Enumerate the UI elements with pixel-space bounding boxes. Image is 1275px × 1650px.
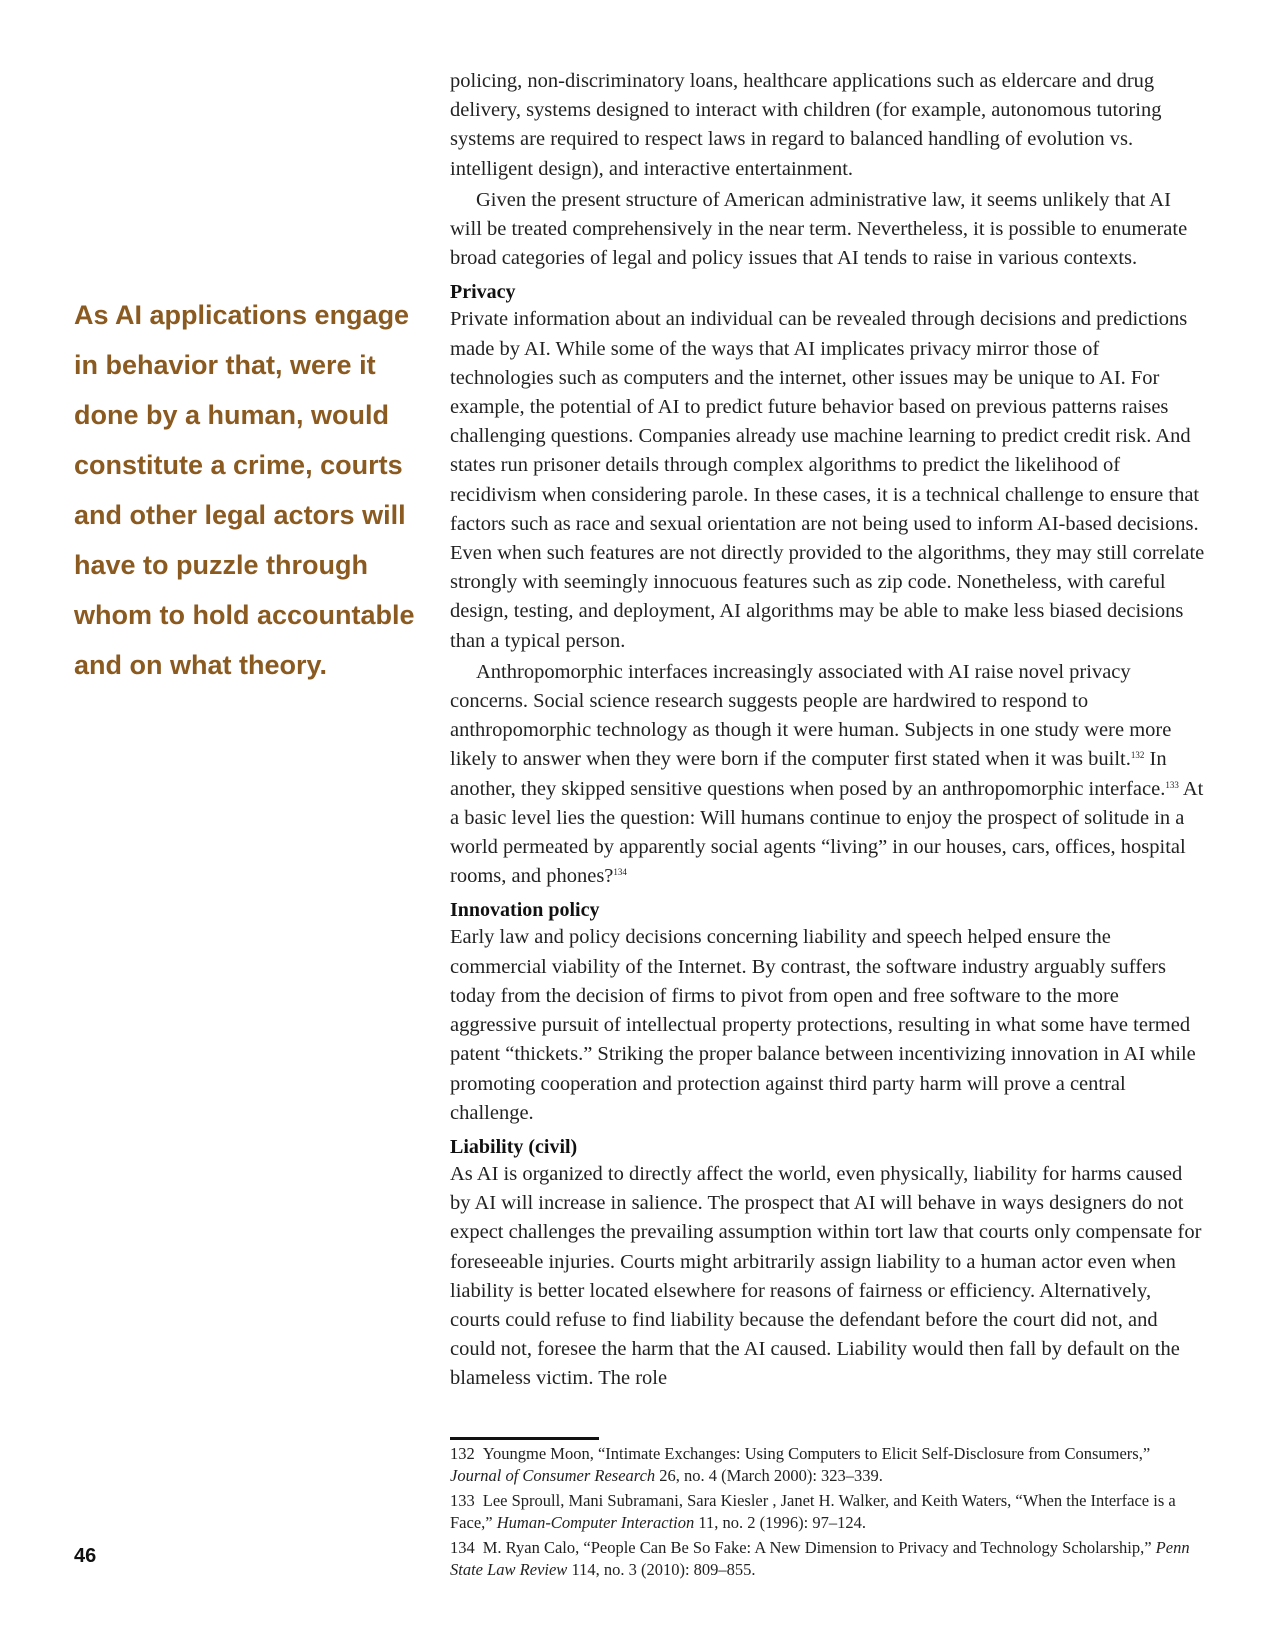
footnote-number: 133 bbox=[450, 1491, 475, 1510]
pull-quote: As AI applications engage in behavior that, were it done by a human, would constitute a crime, courts and other legal actors will have to puzzle through whom to hold accountable and on what theory. bbox=[74, 300, 415, 680]
footnote-ref-133[interactable]: 133 bbox=[1165, 779, 1179, 790]
footnote-journal: Human-Computer Interaction bbox=[496, 1513, 695, 1532]
footnote-citation: 26, no. 4 (March 2000): 323–339. bbox=[655, 1466, 883, 1485]
privacy-paragraph-1: Private information about an individual can be revealed through decisions and predictions made by AI. While some of the ways that AI implicates privacy mirror those of technologies such as computers and the internet, other issues may be unique to AI. For example, the potential of AI to predict future behavior based on previous patterns raises challenging questions. Companies already use machine learning to predict credit risk. And states run prisoner details through complex algorithms to predict the likelihood of recidivism when considering parole. In these cases, it is a technical challenge to ensure that factors such as race and sexual orientation are not being used to inform AI-based decisions. Even when such features are not directly provided to the algorithms, they may still correlate strongly with seemingly innocuous features such as zip code. Nonetheless, with careful design, testing, and deployment, AI algorithms may be able to make less biased decisions than a typical person. bbox=[450, 308, 1205, 652]
footnote-journal: Penn State Law Review bbox=[450, 1538, 1190, 1579]
privacy-paragraph-2-part-b: In another, they skipped sensitive questions when posed by an anthropomorphic interface. bbox=[450, 748, 1167, 800]
footnotes bbox=[450, 1443, 1195, 1584]
main-text-column bbox=[450, 67, 1205, 1394]
footnote-ref-134[interactable]: 134 bbox=[613, 867, 627, 878]
footnote-ref-132[interactable]: 132 bbox=[1130, 750, 1145, 761]
footnote-text: Lee Sproull, Mani Subramani, Sara Kiesler , Janet H. Walker, and Keith Waters, “When the Interface is a Face,” bbox=[450, 1491, 1176, 1532]
footnote-text: Youngme Moon, “Intimate Exchanges: Using Computers to Elicit Self-Disclosure from Consumers,” bbox=[482, 1444, 1151, 1463]
intro-paragraph-2: Given the present structure of American administrative law, it seems unlikely that AI will be treated comprehensively in the near term. Nevertheless, it is possible to enumerate broad categories of legal and policy issues that AI tends to raise in various contexts. bbox=[450, 188, 1188, 270]
privacy-heading: Privacy bbox=[450, 281, 516, 304]
footnote-132 bbox=[450, 1443, 1195, 1487]
footnote-number: 132 bbox=[450, 1444, 475, 1463]
liability-heading: Liability (civil) bbox=[450, 1135, 578, 1158]
footnote-journal: Journal of Consumer Research bbox=[450, 1466, 656, 1485]
footnote-133 bbox=[450, 1490, 1195, 1534]
intro-paragraph-1: policing, non-discriminatory loans, healthcare applications such as eldercare and drug delivery, systems designed to interact with children (for example, autonomous tutoring systems are required to respect laws in regard to balanced handling of evolution vs. intelligent design), and interactive entertainment. bbox=[450, 70, 1162, 180]
footnote-text: M. Ryan Calo, “People Can Be So Fake: A New Dimension to Privacy and Technology Scholarship,” bbox=[482, 1538, 1156, 1557]
footnote-divider bbox=[450, 1437, 599, 1440]
privacy-paragraph-2-part-a: Anthropomorphic interfaces increasingly associated with AI raise novel privacy concerns. Social science research suggests people are hardwired to respond to anthropomorphic technology as though it were human. Subjects in one study were more likely to answer when they were born if the computer first stated when it was built. bbox=[450, 660, 1172, 771]
innovation-paragraph: Early law and policy decisions concerning liability and speech helped ensure the commercial viability of the Internet. By contrast, the software industry arguably suffers today from the decision of firms to pivot from open and free software to the more aggressive pursuit of intellectual property protections, resulting in what some have termed patent “thickets.” Striking the proper balance between incentivizing innovation in AI while promoting cooperation and protection against third party harm will prove a central challenge. bbox=[450, 926, 1196, 1124]
page-number: 46 bbox=[74, 1545, 97, 1567]
privacy-paragraph-2-part-c: At a basic level lies the question: Will humans continue to enjoy the prospect of solitude in a world permeated by apparently social agents “living” in our houses, cars, offices, hospital rooms, and phones? bbox=[450, 777, 1204, 888]
footnote-134 bbox=[450, 1537, 1195, 1581]
innovation-heading: Innovation policy bbox=[450, 899, 600, 922]
footnote-citation: 114, no. 3 (2010): 809–855. bbox=[567, 1560, 756, 1579]
liability-paragraph: As AI is organized to directly affect the world, even physically, liability for harms caused by AI will increase in salience. The prospect that AI will behave in ways designers do not expect challenges the prevailing assumption within tort law that courts only compensate for foreseeable injuries. Courts might arbitrarily assign liability to a human actor even when liability is better located elsewhere for reasons of fairness or efficiency. Alternatively, courts could refuse to find liability because the defendant before the court did not, and could not, foresee the harm that the AI caused. Liability would then fall by default on the blameless victim. The role bbox=[450, 1162, 1202, 1390]
privacy-paragraph-2 bbox=[450, 658, 1205, 892]
footnote-number: 134 bbox=[450, 1538, 475, 1557]
footnote-citation: 11, no. 2 (1996): 97–124. bbox=[694, 1513, 866, 1532]
